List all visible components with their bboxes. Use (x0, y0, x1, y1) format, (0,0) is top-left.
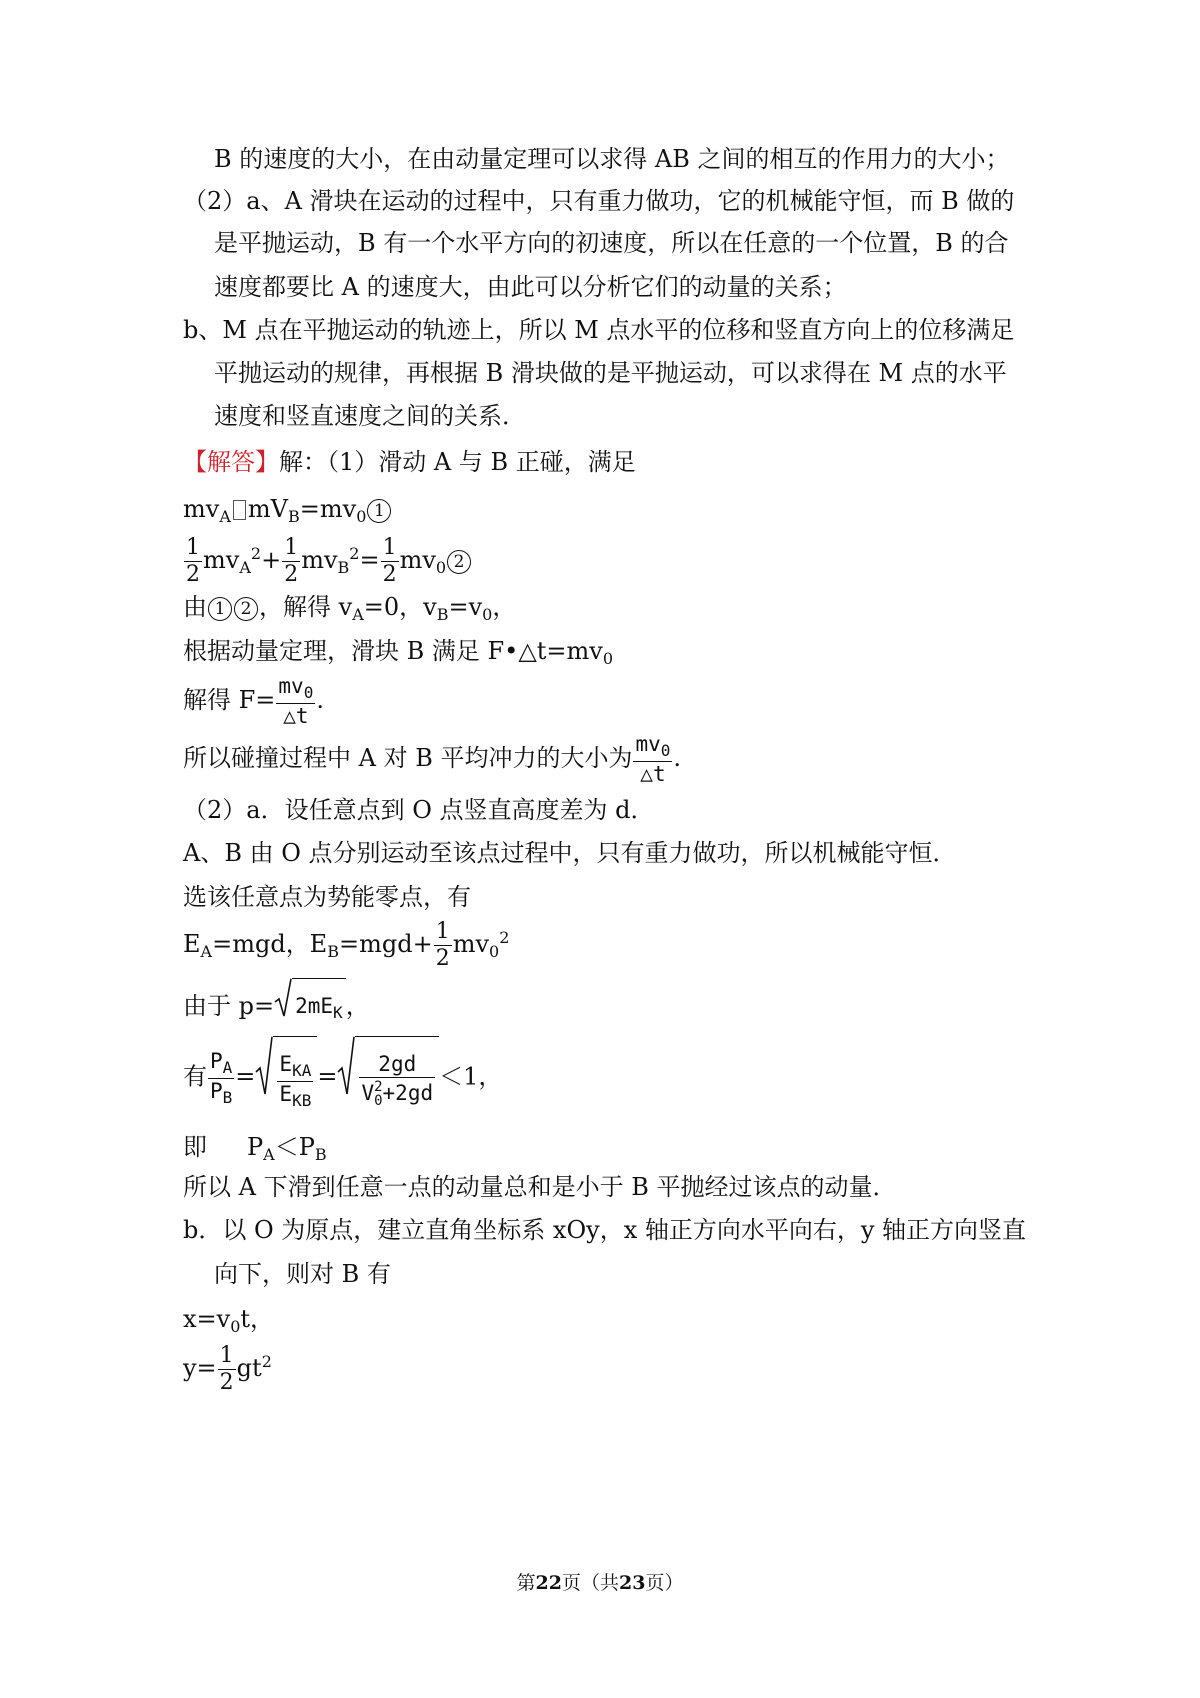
text-line: 所以 A 下滑到任意一点的动量总和是小于 B 平抛经过该点的动量． (183, 1173, 897, 1201)
numerator: 1 (186, 535, 200, 560)
eq-text: . (316, 686, 324, 714)
eq-text: gt (236, 1354, 262, 1382)
missing-glyph-box (233, 500, 246, 520)
denominator: E (279, 1081, 293, 1106)
denominator: V (361, 1081, 375, 1105)
eq-text: ， (492, 593, 517, 621)
eq-text: mv (301, 546, 338, 574)
text-line: b、M 点在平抛运动的轨迹上，所以 M 点水平的位移和竖直方向上的位移满足 (183, 316, 1015, 344)
radical-sign (337, 1036, 355, 1096)
sqrt-gd-ratio (337, 1036, 439, 1120)
eq-text: mv (452, 930, 490, 958)
fraction-gd (359, 1054, 435, 1108)
subscript: B (287, 507, 300, 526)
eq-text: x=v (183, 1305, 231, 1333)
numerator: P (210, 1048, 223, 1073)
text-line: A、B 由 O 点分别运动至该点过程中，只有重力做功，所以机械能守恒． (183, 839, 957, 867)
fraction-half (381, 537, 399, 586)
text-line: 向下，则对 B 有 (214, 1260, 391, 1288)
answer-intro: 解：（1）滑动 A 与 B 正碰，满足 (279, 448, 636, 476)
eq-text: y= (183, 1354, 217, 1382)
denominator: 2 (382, 562, 397, 587)
subscript: B (436, 605, 449, 624)
footer-text: 页（共 (561, 1572, 619, 1594)
numerator: 1 (219, 1343, 234, 1368)
text-line: B 的速度的大小，在由动量定理可以求得 AB 之间的相互的作用力的大小； (214, 145, 1010, 173)
eq-text: 即 (183, 1133, 207, 1161)
text-line: 速度和竖直速度之间的关系． (214, 402, 526, 430)
page-footer (0, 1568, 1200, 1595)
eq-text: E (183, 930, 201, 958)
momentum-ratio-line (183, 1036, 502, 1120)
energy-values-line (183, 914, 509, 976)
eq-text: t， (240, 1305, 275, 1333)
numerator: mv (635, 732, 661, 756)
eq-text: =mgd，E (212, 930, 328, 958)
fraction-half (434, 921, 452, 970)
radical-sign (274, 978, 292, 1018)
eq-text: 根据动量定理，滑块 B 满足 F•△t=mv (183, 637, 603, 665)
denominator-rest: +2gd (382, 1081, 434, 1105)
subscript: A (200, 942, 213, 961)
fraction-force (276, 676, 315, 727)
subscript: A (352, 605, 364, 624)
numerator: mv (278, 674, 304, 698)
subscript: A (222, 1057, 233, 1077)
eq-text: =0，v (363, 593, 437, 621)
eq-text: 有 (183, 1062, 207, 1091)
subscript: KA (292, 1060, 312, 1080)
fraction-p-ratio (208, 1048, 234, 1107)
subscript: A (219, 507, 231, 526)
footer-text: 第 (516, 1572, 536, 1594)
eq-text: P (247, 1133, 264, 1161)
subscript: B (314, 1145, 327, 1164)
denominator: 2 (186, 562, 200, 587)
momentum-def-line (183, 978, 370, 1037)
fraction-half (184, 537, 202, 586)
subscript: B (327, 942, 339, 961)
subscript: 0 (356, 507, 367, 526)
denominator: △t (283, 704, 309, 728)
eq-text: ，解得 v (259, 593, 353, 621)
subscript: B (222, 1087, 233, 1107)
sqrt-energy-ratio (255, 1036, 317, 1120)
force-conclusion-line (183, 734, 681, 785)
subscript: KB (292, 1090, 312, 1110)
superscript: 2 (349, 544, 360, 563)
subscript: 0 (374, 1093, 383, 1109)
numerator: E (279, 1051, 293, 1076)
circled-number-2: 2 (234, 597, 258, 621)
answer-heading-line (183, 445, 636, 479)
text-line: b．以 O 为原点，建立直角坐标系 xOy，x 轴正方向水平向右，y 轴正方向竖直 (183, 1216, 1027, 1244)
radical-sign (255, 1036, 273, 1096)
numerator: 1 (284, 535, 299, 560)
subscript: 0 (303, 683, 314, 702)
denominator: △t (640, 762, 666, 786)
eq-text: + (261, 546, 282, 574)
eq-text: =v (448, 593, 483, 621)
eq-text: mv (183, 495, 220, 523)
text-line: （2）a．设任意点到 O 点竖直高度差为 d． (183, 796, 655, 824)
circled-number-2: 2 (447, 550, 471, 574)
text-line: 速度都要比 A 的速度大，由此可以分析它们的动量的关系； (214, 273, 847, 301)
comparison-line (183, 1130, 327, 1172)
answer-tag: 【解答】 (183, 448, 279, 476)
force-solution-line (183, 676, 324, 727)
total-pages: 23 (619, 1572, 646, 1594)
subscript: 0 (230, 1317, 241, 1336)
subscript: 0 (660, 741, 671, 760)
sqrt-expression (274, 978, 346, 1037)
text-line: 是平抛运动，B 有一个水平方向的初速度，所以在任意的一个位置，B 的合 (214, 229, 1009, 257)
superscript: 2 (250, 544, 262, 563)
text-line: （2）a、A 滑块在运动的过程中，只有重力做功，它的机械能守恒，而 B 做的 (183, 187, 1015, 215)
fraction-half (282, 537, 300, 586)
eq-text: =mgd+ (338, 930, 433, 958)
numerator: 1 (435, 919, 450, 944)
eq-text: ＜1， (439, 1062, 503, 1091)
subscript: 0 (489, 942, 500, 961)
denominator: 2 (219, 1370, 234, 1395)
superscript: 2 (374, 1079, 383, 1095)
equation-energy (183, 530, 472, 592)
page-number: 22 (535, 1572, 562, 1594)
eq-text: 所以碰撞过程中 A 对 B 平均冲力的大小为 (183, 744, 633, 772)
fraction-half (218, 1345, 236, 1394)
subscript: 0 (435, 558, 447, 577)
eq-text: mv (399, 546, 436, 574)
denominator: 2 (435, 946, 450, 971)
subscript: 0 (482, 605, 493, 624)
subscript: A (239, 558, 251, 577)
solve-line (183, 590, 516, 632)
text-line: 选该任意点为势能零点，有 (183, 883, 471, 911)
eq-text: 由于 p= (183, 992, 275, 1020)
subscript: 0 (602, 649, 614, 668)
eq-text: 由 (183, 593, 207, 621)
numerator: 2gd (359, 1054, 435, 1078)
circled-number-1: 1 (367, 499, 391, 523)
superscript: 2 (499, 928, 510, 947)
denominator: 2 (284, 562, 299, 587)
equation-y (183, 1338, 272, 1394)
fraction-e-ratio (277, 1051, 313, 1110)
sup-sub-stack (374, 1080, 382, 1108)
eq-text: = (359, 546, 380, 574)
subscript: K (333, 1003, 343, 1022)
footer-text: 页） (645, 1572, 684, 1594)
subscript: A (263, 1145, 275, 1164)
eq-text: =mv (299, 495, 357, 523)
subscript: B (337, 558, 350, 577)
circled-number-1: 1 (208, 597, 232, 621)
denominator: P (210, 1078, 223, 1103)
eq-text: ＜ (274, 1133, 299, 1161)
fraction-force (633, 734, 672, 785)
eq-text: mV (247, 495, 288, 523)
eq-text: P (298, 1133, 315, 1161)
eq-text: = (317, 1062, 338, 1091)
superscript: 2 (261, 1352, 272, 1371)
eq-text: 解得 F= (183, 686, 276, 714)
text-line: 平抛运动的规律，再根据 B 滑块做的是平抛运动，可以求得在 M 点的水平 (214, 359, 1007, 387)
momentum-theorem-line (183, 634, 613, 676)
eq-text: . (673, 744, 682, 772)
radicand: 2mE (295, 994, 334, 1018)
eq-text: = (235, 1062, 256, 1091)
numerator: 1 (382, 535, 397, 560)
equation-momentum (183, 492, 392, 534)
eq-text: mv (203, 546, 240, 574)
eq-text: ， (345, 992, 370, 1020)
